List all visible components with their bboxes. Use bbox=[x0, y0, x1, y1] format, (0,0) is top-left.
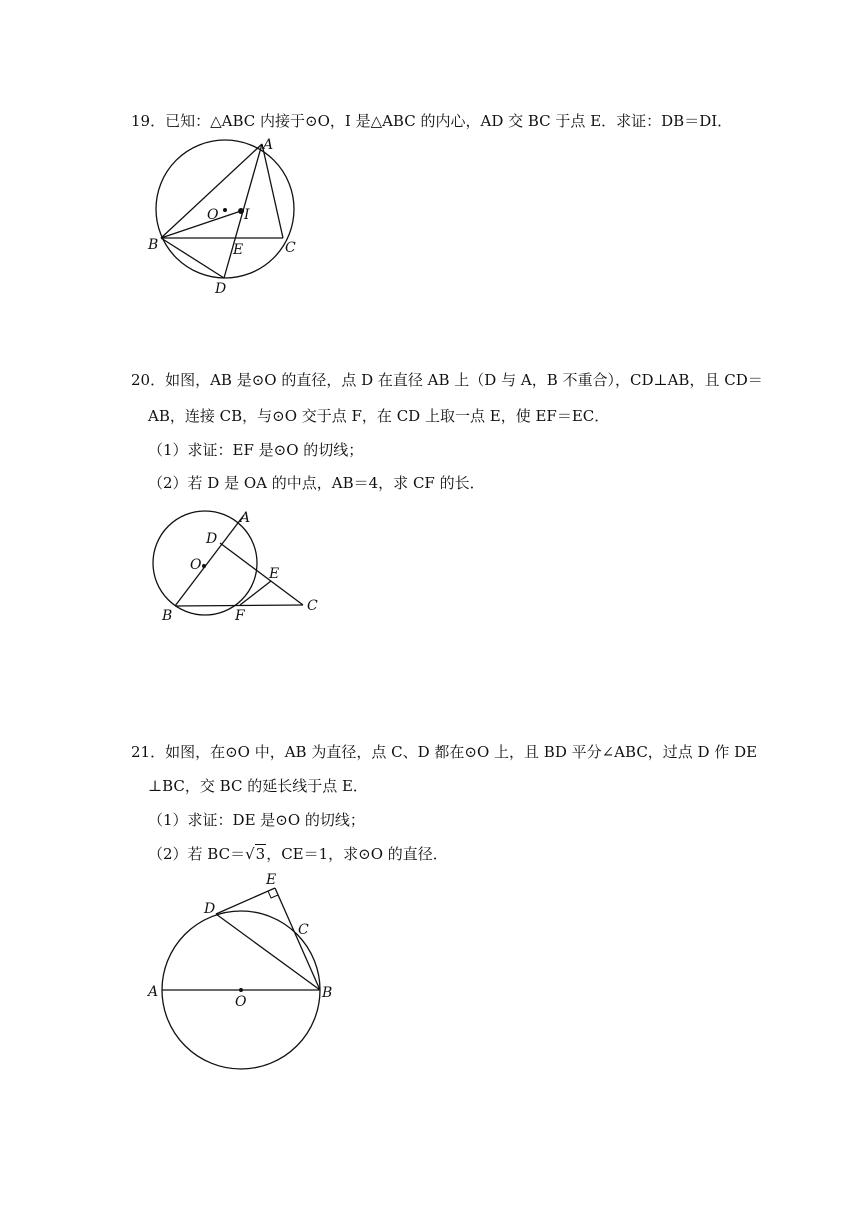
label-o: O bbox=[207, 207, 219, 223]
part-2-prefix: （2）若 BC＝ bbox=[148, 845, 246, 863]
label-o: O bbox=[190, 557, 202, 573]
problem-21-line-1 bbox=[131, 742, 757, 762]
problem-21-line-2: ⊥BC，交 BC 的延长线于点 E． bbox=[148, 777, 368, 795]
problem-21-part-1: （1）求证：DE 是⊙O 的切线； bbox=[148, 811, 365, 829]
part-2-suffix: ，CE＝1，求⊙O 的直径． bbox=[266, 845, 448, 863]
label-d: D bbox=[204, 901, 216, 917]
problem-21-figure bbox=[140, 868, 340, 1073]
label-f: F bbox=[235, 608, 245, 624]
label-c: C bbox=[298, 922, 309, 938]
problem-19-statement: 已知：△ABC 内接于⊙O，I 是△ABC 的内心，AD 交 BC 于点 E．求证：DB＝DI． bbox=[165, 112, 733, 130]
problem-19-figure bbox=[140, 135, 320, 300]
label-d: D bbox=[215, 281, 227, 297]
label-a: A bbox=[148, 984, 159, 1000]
problem-20-figure bbox=[150, 505, 330, 625]
problem-20-line-1 bbox=[131, 370, 763, 390]
label-b: B bbox=[322, 985, 333, 1001]
label-d: D bbox=[206, 531, 218, 547]
segment-de bbox=[216, 888, 275, 914]
segment-dc bbox=[220, 543, 303, 605]
problem-21-part-2 bbox=[148, 844, 448, 864]
segment-bd bbox=[161, 238, 224, 278]
label-c: C bbox=[307, 598, 318, 614]
label-c: C bbox=[285, 240, 296, 256]
segment-bc bbox=[175, 605, 303, 606]
problem-20-part-2: （2）若 D 是 OA 的中点，AB＝4，求 CF 的长． bbox=[148, 474, 485, 492]
problem-20-part-1: （1）求证：EF 是⊙O 的切线； bbox=[148, 441, 364, 459]
problem-19-number: 19． bbox=[131, 112, 166, 130]
label-e: E bbox=[266, 872, 277, 888]
problem-20-statement-1: 如图，AB 是⊙O 的直径，点 D 在直径 AB 上（D 与 A，B 不重合），CD⊥AB，且 CD＝ bbox=[165, 371, 763, 389]
problem-20-line-2: AB，连接 CB，与⊙O 交于点 F，在 CD 上取一点 E，使 EF＝EC． bbox=[148, 407, 610, 425]
label-i: I bbox=[244, 207, 250, 223]
problem-21-number: 21． bbox=[131, 743, 166, 761]
label-o: O bbox=[235, 994, 247, 1010]
sqrt-expression: √3 bbox=[245, 845, 266, 863]
segment-fe bbox=[240, 581, 271, 605]
label-a: A bbox=[263, 137, 274, 153]
segment-eb bbox=[275, 888, 320, 990]
point-o bbox=[202, 564, 206, 568]
circle-o bbox=[153, 511, 257, 615]
problem-19-text bbox=[131, 111, 732, 131]
problem-20-number: 20． bbox=[131, 371, 166, 389]
point-o bbox=[223, 208, 227, 212]
label-e: E bbox=[233, 242, 244, 258]
diameter-ab-extended bbox=[175, 515, 244, 606]
segment-ab bbox=[161, 144, 262, 238]
label-b: B bbox=[148, 237, 159, 253]
label-b: B bbox=[162, 608, 173, 624]
label-a: A bbox=[240, 510, 251, 526]
problem-21-statement-1: 如图，在⊙O 中，AB 为直径，点 C、D 都在⊙O 上，且 BD 平分∠ABC，过点 D 作 DE bbox=[165, 743, 758, 761]
sqrt-radicand: 3 bbox=[255, 845, 266, 863]
label-e: E bbox=[269, 566, 280, 582]
segment-bi bbox=[161, 211, 241, 238]
point-o bbox=[239, 988, 243, 992]
